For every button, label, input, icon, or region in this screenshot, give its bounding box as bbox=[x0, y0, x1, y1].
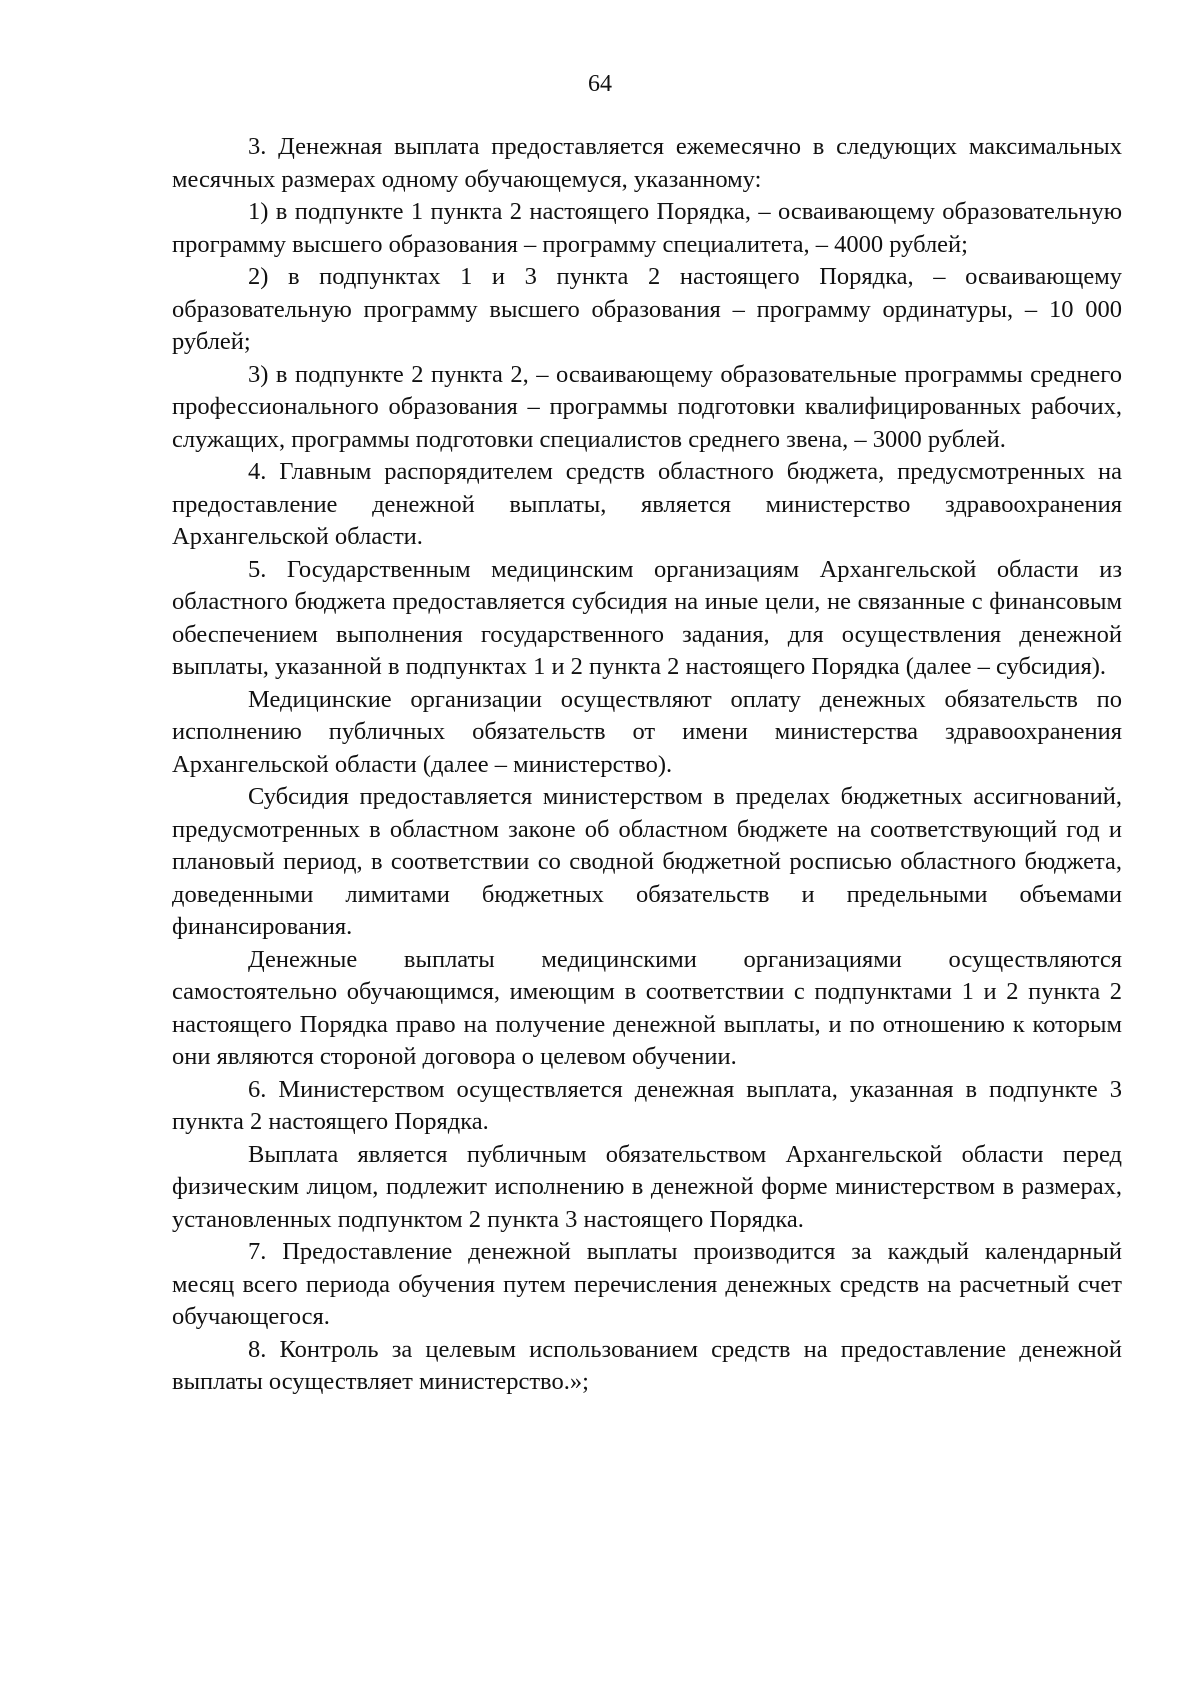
paragraph-6-obligation: Выплата является публичным обязательством Архангельской области перед физическим лицом, подлежит исполнению в денежной форме министерством в размерах, установленных подпунктом 2 пункта 3 настоящего Порядка. bbox=[172, 1140, 1122, 1233]
paragraph-4: 4. Главным распорядителем средств областного бюджета, предусмотренных на предоставление денежной выплаты, является министерство здравоохранения Архангельской области. bbox=[172, 458, 1122, 550]
paragraph-3-item-1: 1) в подпункте 1 пункта 2 настоящего Порядка, – осваивающему образовательную программу высшего образования – программу специалитета, – 4000 рублей; bbox=[172, 198, 1122, 258]
paragraph-5: 5. Государственным медицинским организациям Архангельской области из областного бюджета предоставляется субсидия на иные цели, не связанные с финансовым обеспечением выполнения государственного задания, для осуществления денежной выплаты, указанной в подпунктах 1 и 2 пункта 2 настоящего Порядка (далее – субсидия). bbox=[172, 555, 1122, 680]
paragraph-5-subsidy: Субсидия предоставляется министерством в пределах бюджетных ассигнований, предусмотренных в областном законе об областном бюджете на соответствующий год и плановый период, в соответствии со сводной бюджетной росписью областного бюджета, доведенными лимитами бюджетных обязательств и предельными объемами финансирования. bbox=[172, 783, 1122, 940]
page-number: 64 bbox=[588, 71, 612, 97]
paragraph-3-item-3: 3) в подпункте 2 пункта 2, – осваивающему образовательные программы среднего профессионального образования – программы подготовки квалифицированных рабочих, служащих, программы подготовки специалистов среднего звена, – 3000 рублей. bbox=[172, 360, 1122, 453]
paragraph-3: 3. Денежная выплата предоставляется ежемесячно в следующих максимальных месячных размерах одному обучающемуся, указанному: bbox=[172, 133, 1122, 193]
paragraph-6: 6. Министерством осуществляется денежная выплата, указанная в подпункте 3 пункта 2 настоящего Порядка. bbox=[172, 1075, 1122, 1135]
document-body bbox=[172, 131, 1122, 1399]
paragraph-5-medical-organizations: Медицинские организации осуществляют оплату денежных обязательств по исполнению публичных обязательств от имени министерства здравоохранения Архангельской области (далее – министерство). bbox=[172, 685, 1122, 778]
paragraph-7: 7. Предоставление денежной выплаты производится за каждый календарный месяц всего периода обучения путем перечисления денежных средств на расчетный счет обучающегося. bbox=[172, 1238, 1122, 1330]
paragraph-5-payments: Денежные выплаты медицинскими организациями осуществляются самостоятельно обучающимся, имеющим в соответствии с подпунктами 1 и 2 пункта 2 настоящего Порядка право на получение денежной выплаты, и по отношению к которым они являются стороной договора о целевом обучении. bbox=[172, 945, 1122, 1070]
paragraph-8: 8. Контроль за целевым использованием средств на предоставление денежной выплаты осуществляет министерство.»; bbox=[172, 1335, 1122, 1395]
paragraph-3-item-2: 2) в подпунктах 1 и 3 пункта 2 настоящего Порядка, – осваивающему образовательную программу высшего образования – программу ординатуры, – 10 000 рублей; bbox=[172, 263, 1122, 355]
